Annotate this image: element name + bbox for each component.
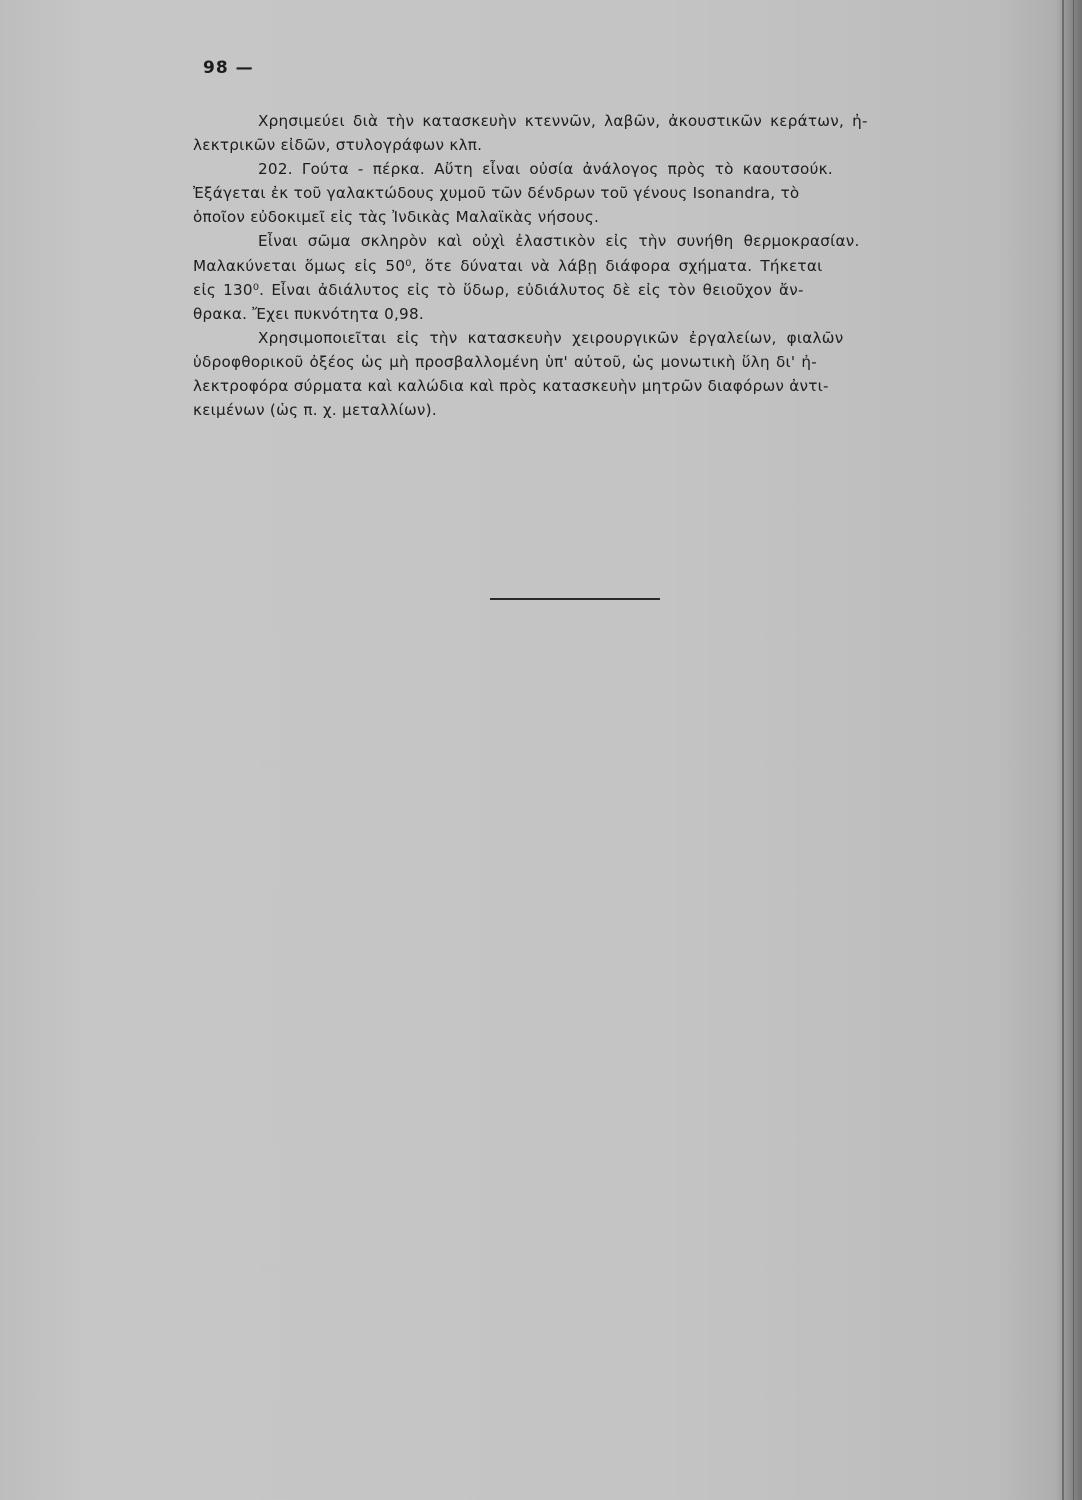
- page-edge-shadow: [1056, 0, 1082, 1500]
- text-line: λεκτρικῶν εἰδῶν, στυλογράφων κλπ.: [193, 136, 483, 155]
- text-line: ὑδροφθορικοῦ ὀξέος ὡς μὴ προσβαλλομένη ὑπ' αὐτοῦ, ὡς μονωτικὴ ὕλη δι' ἠ-: [193, 352, 817, 371]
- text-line: Ἐξάγεται ἐκ τοῦ γαλακτώδους χυμοῦ τῶν δένδρων τοῦ γένους Isonandra, τὸ: [193, 184, 800, 203]
- text-line: λεκτροφόρα σύρματα καὶ καλώδια καὶ πρὸς κατασκευὴν μητρῶν διαφόρων ἀντι-: [193, 377, 829, 396]
- text-line: Χρησιμοποιεῖται εἰς τὴν κατασκευὴν χειρουργικῶν ἐργαλείων, φιαλῶν: [258, 328, 844, 347]
- text-line: κειμένων (ὡς π. χ. μεταλλίων).: [193, 401, 437, 420]
- text-line: 202. Γούτα - πέρκα. Αὕτη εἶναι οὐσία ἀνάλογος πρὸς τὸ καουτσούκ.: [258, 160, 833, 179]
- text-line: Μαλακύνεται ὅμως εἰς 50⁰, ὅτε δύναται νὰ λάβῃ διάφορα σχήματα. Τήκεται: [193, 256, 823, 275]
- text-line: θρακα. Ἔχει πυκνότητα 0,98.: [193, 304, 424, 323]
- page-number: 98 —: [203, 58, 254, 78]
- text-line: εἰς 130⁰. Εἶναι ἀδιάλυτος εἰς τὸ ὕδωρ, εὐδιάλυτος δὲ εἰς τὸν θειοῦχον ἄν-: [193, 280, 804, 299]
- end-rule: [490, 598, 660, 600]
- text-line: ὁποῖον εὐδοκιμεῖ εἰς τὰς Ἰνδικὰς Μαλαϊκὰς νήσους.: [193, 208, 600, 227]
- body-text: [193, 109, 963, 422]
- page-edge-line: [1062, 0, 1064, 1500]
- text-line: Εἶναι σῶμα σκληρὸν καὶ οὐχὶ ἐλαστικὸν εἰς τὴν συνήθη θερμοκρασίαν.: [258, 232, 860, 251]
- page-edge-line: [1073, 0, 1074, 1500]
- text-line: Χρησιμεύει διὰ τὴν κατασκευὴν κτεννῶν, λαβῶν, ἀκουστικῶν κεράτων, ἠ-: [258, 112, 868, 130]
